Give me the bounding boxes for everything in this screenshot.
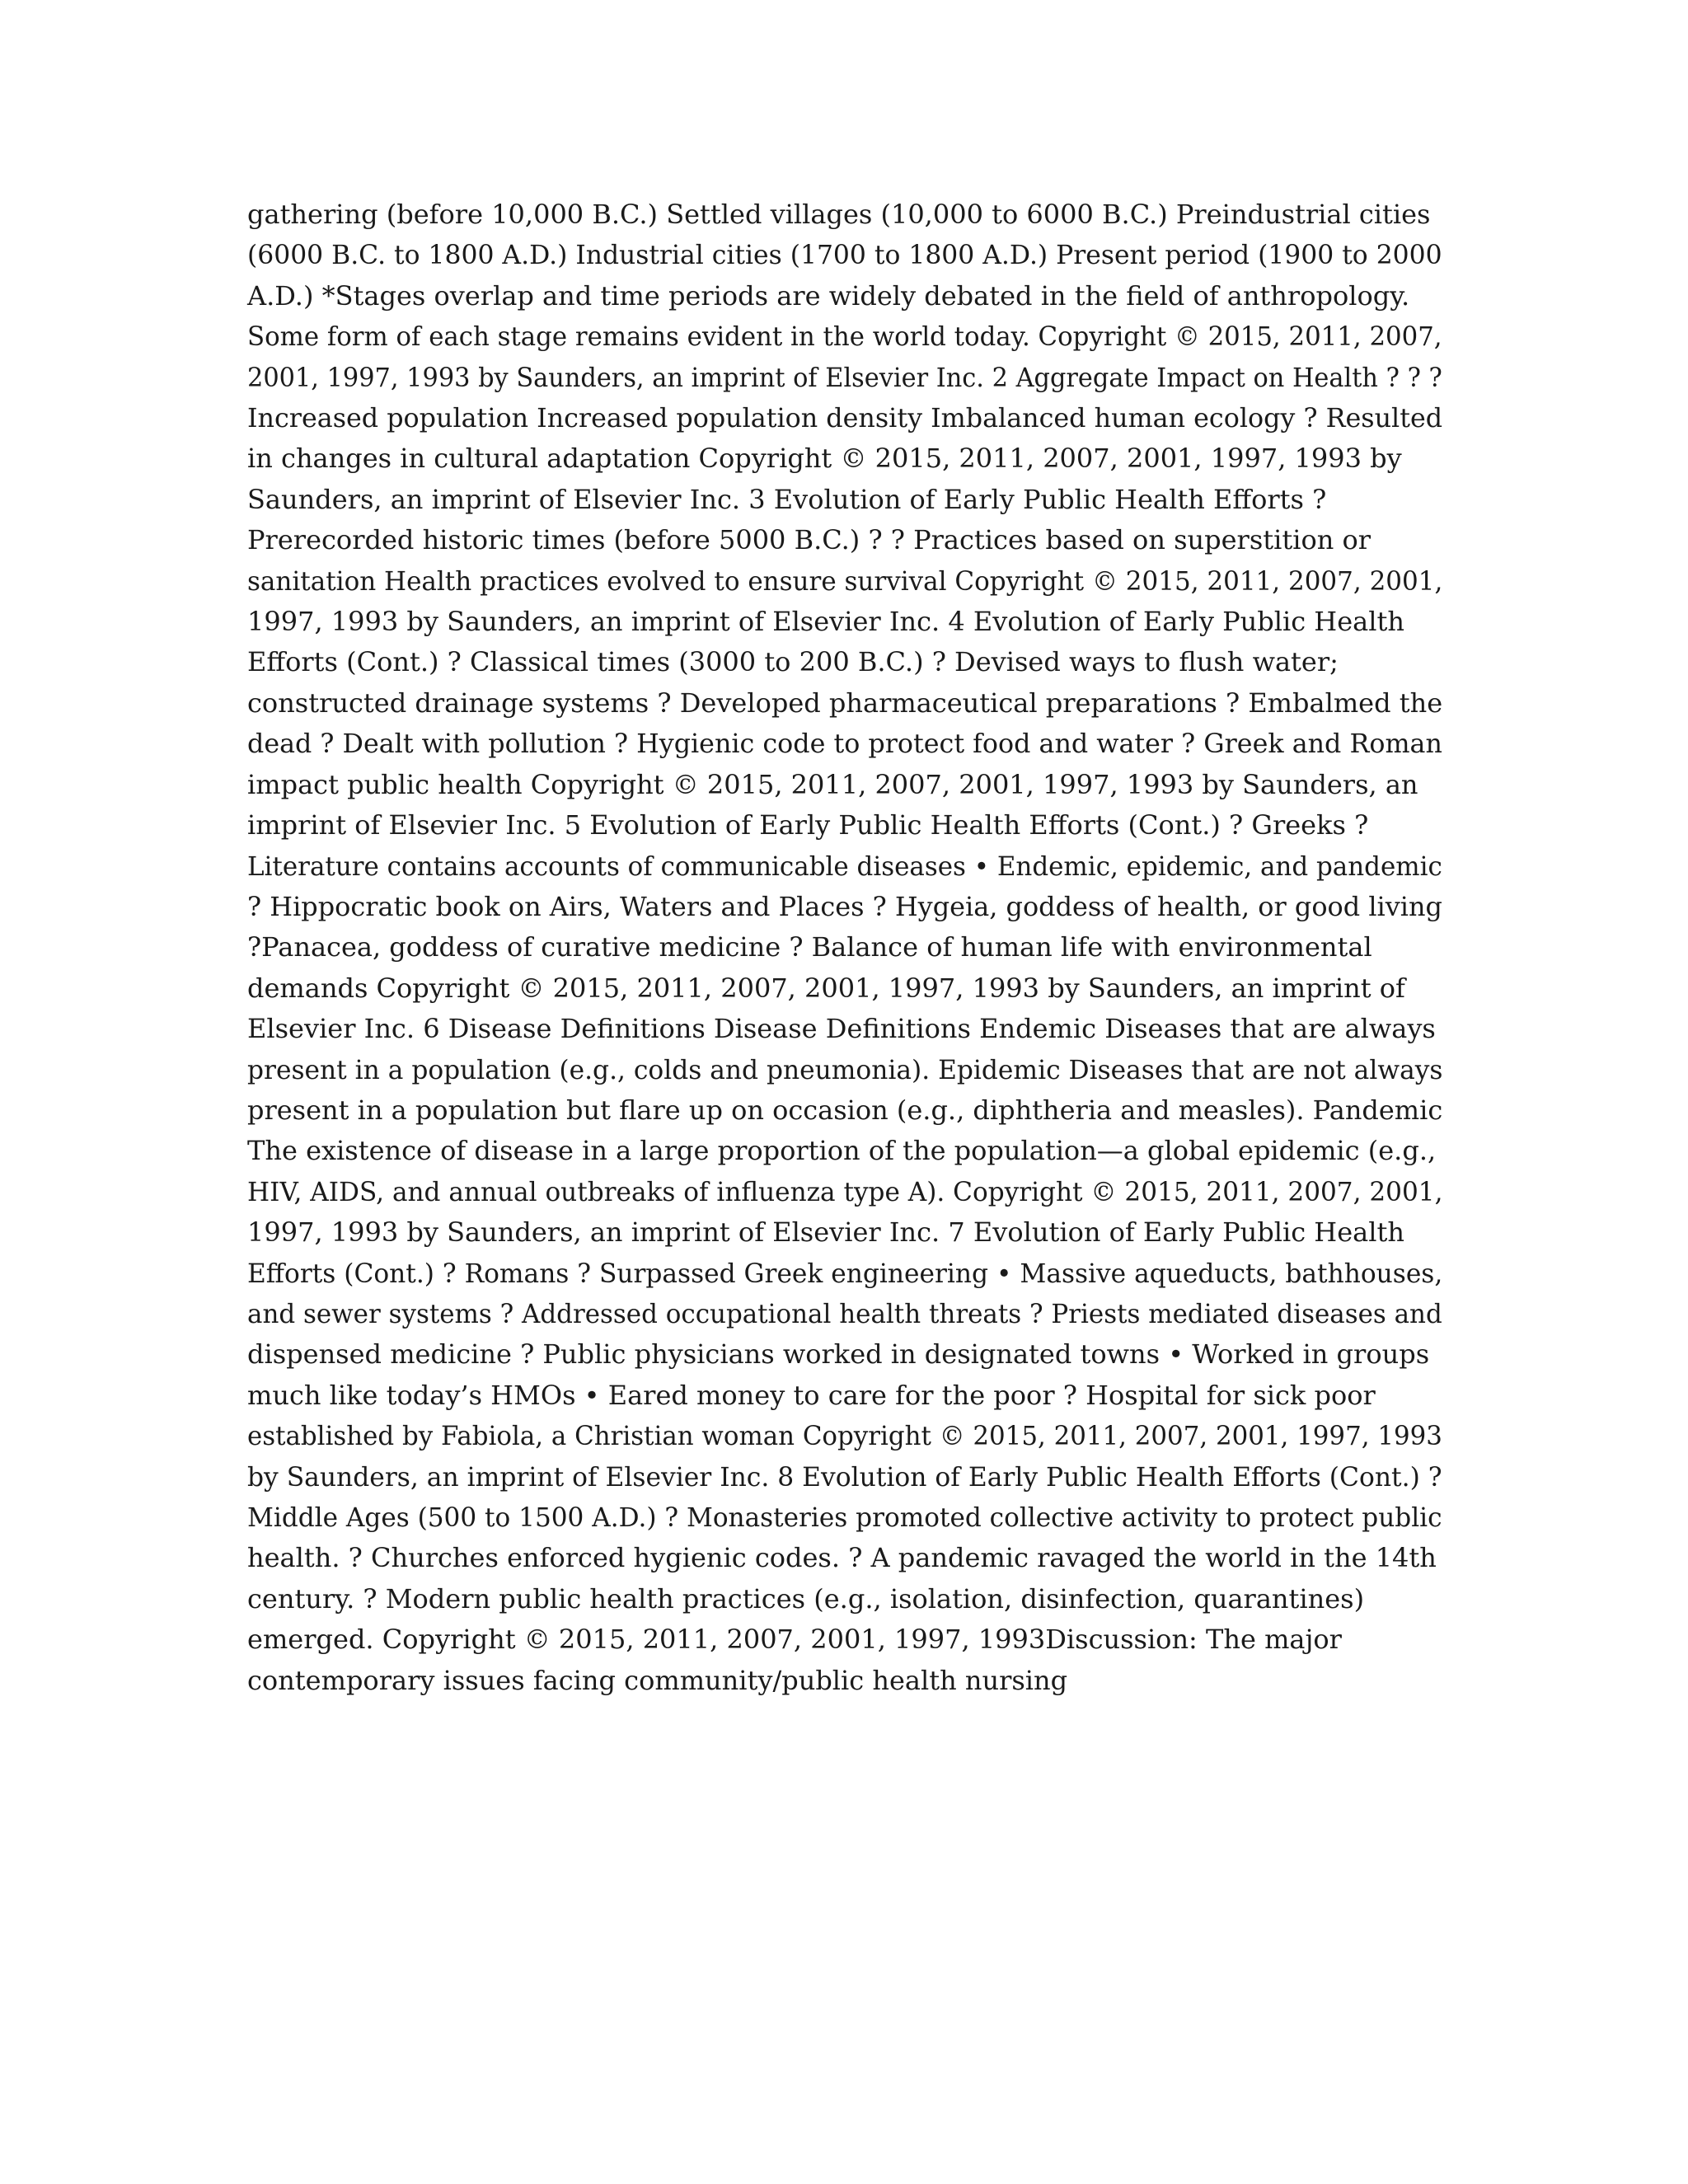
text-line: imprint of Elsevier Inc. 5 Evolution of Early Public Health Efforts (Cont.) ? Greeks ? [247,809,1369,841]
text-line: emerged. Copyright © 2015, 2011, 2007, 2001, 1997, 1993Discussion: The major [247,1624,1342,1656]
text-line: Elsevier Inc. 6 Disease Definitions Disease Definitions Endemic Diseases that are always [247,1013,1436,1045]
text-line: Increased population Increased population density Imbalanced human ecology ? Resulted [247,402,1443,434]
text-line: sanitation Health practices evolved to ensure survival Copyright © 2015, 2011, 2007, 2001, [247,565,1443,597]
body-text [247,194,1442,1701]
text-line: Literature contains accounts of communicable diseases • Endemic, epidemic, and pandemic [247,850,1442,882]
text-line: and sewer systems ? Addressed occupational health threats ? Priests mediated diseases and [247,1297,1442,1329]
text-line: ?Panacea, goddess of curative medicine ? Balance of human life with environmental [247,931,1372,963]
text-line: established by Fabiola, a Christian woman Copyright © 2015, 2011, 2007, 2001, 1997, 1993 [247,1420,1442,1452]
text-line: The existence of disease in a large proportion of the population—a global epidemic (e.g., [247,1135,1437,1167]
text-line: constructed drainage systems ? Developed pharmaceutical preparations ? Embalmed the [247,687,1443,719]
text-line: demands Copyright © 2015, 2011, 2007, 2001, 1997, 1993 by Saunders, an imprint of [247,972,1405,1004]
text-line: gathering (before 10,000 B.C.) Settled villages (10,000 to 6000 B.C.) Preindustrial cities [247,199,1431,230]
text-line: Efforts (Cont.) ? Classical times (3000 to 200 B.C.) ? Devised ways to flush water; [247,646,1339,678]
text-line: 1997, 1993 by Saunders, an imprint of Elsevier Inc. 4 Evolution of Early Public Health [247,606,1404,638]
text-line: Some form of each stage remains evident in the world today. Copyright © 2015, 2011, 2007, [247,321,1442,353]
text-line: health. ? Churches enforced hygienic codes. ? A pandemic ravaged the world in the 14th [247,1542,1437,1574]
text-line: present in a population (e.g., colds and pneumonia). Epidemic Diseases that are not always [247,1053,1443,1085]
text-line: Middle Ages (500 to 1500 A.D.) ? Monasteries promoted collective activity to protect public [247,1502,1442,1533]
text-line: present in a population but flare up on occasion (e.g., diphtheria and measles). Pandemic [247,1094,1443,1126]
text-line: by Saunders, an imprint of Elsevier Inc. 8 Evolution of Early Public Health Efforts (Cont.) ? [247,1460,1442,1493]
text-line: (6000 B.C. to 1800 A.D.) Industrial cities (1700 to 1800 A.D.) Present period (1900 to 2000 [247,239,1442,271]
text-line: in changes in cultural adaptation Copyright © 2015, 2011, 2007, 2001, 1997, 1993 by [247,443,1402,475]
text-line: 2001, 1997, 1993 by Saunders, an imprint of Elsevier Inc. 2 Aggregate Impact on Health ? ? ? [247,361,1442,393]
text-line: much like today’s HMOs • Eared money to care for the poor ? Hospital for sick poor [247,1379,1376,1411]
text-line: Prerecorded historic times (before 5000 B.C.) ? ? Practices based on superstition or [247,524,1372,556]
text-line: Saunders, an imprint of Elsevier Inc. 3 Evolution of Early Public Health Efforts ? [247,483,1327,515]
text-line: dispensed medicine ? Public physicians worked in designated towns • Worked in groups [247,1338,1430,1371]
text-line: A.D.) *Stages overlap and time periods are widely debated in the field of anthropology. [247,279,1410,312]
text-line: impact public health Copyright © 2015, 2011, 2007, 2001, 1997, 1993 by Saunders, an [247,768,1418,800]
text-line: century. ? Modern public health practices (e.g., isolation, disinfection, quarantines) [247,1582,1365,1615]
text-line: dead ? Dealt with pollution ? Hygienic code to protect food and water ? Greek and Roman [247,728,1442,760]
text-line: contemporary issues facing community/public health nursing [247,1664,1068,1696]
text-line: 1997, 1993 by Saunders, an imprint of Elsevier Inc. 7 Evolution of Early Public Health [247,1216,1404,1249]
text-line: Efforts (Cont.) ? Romans ? Surpassed Greek engineering • Massive aqueducts, bathhouses, [247,1257,1443,1289]
text-line: ? Hippocratic book on Airs, Waters and Places ? Hygeia, goddess of health, or good living [247,890,1442,922]
text-line: HIV, AIDS, and annual outbreaks of influenza type A). Copyright © 2015, 2011, 2007, 2001, [247,1175,1443,1207]
